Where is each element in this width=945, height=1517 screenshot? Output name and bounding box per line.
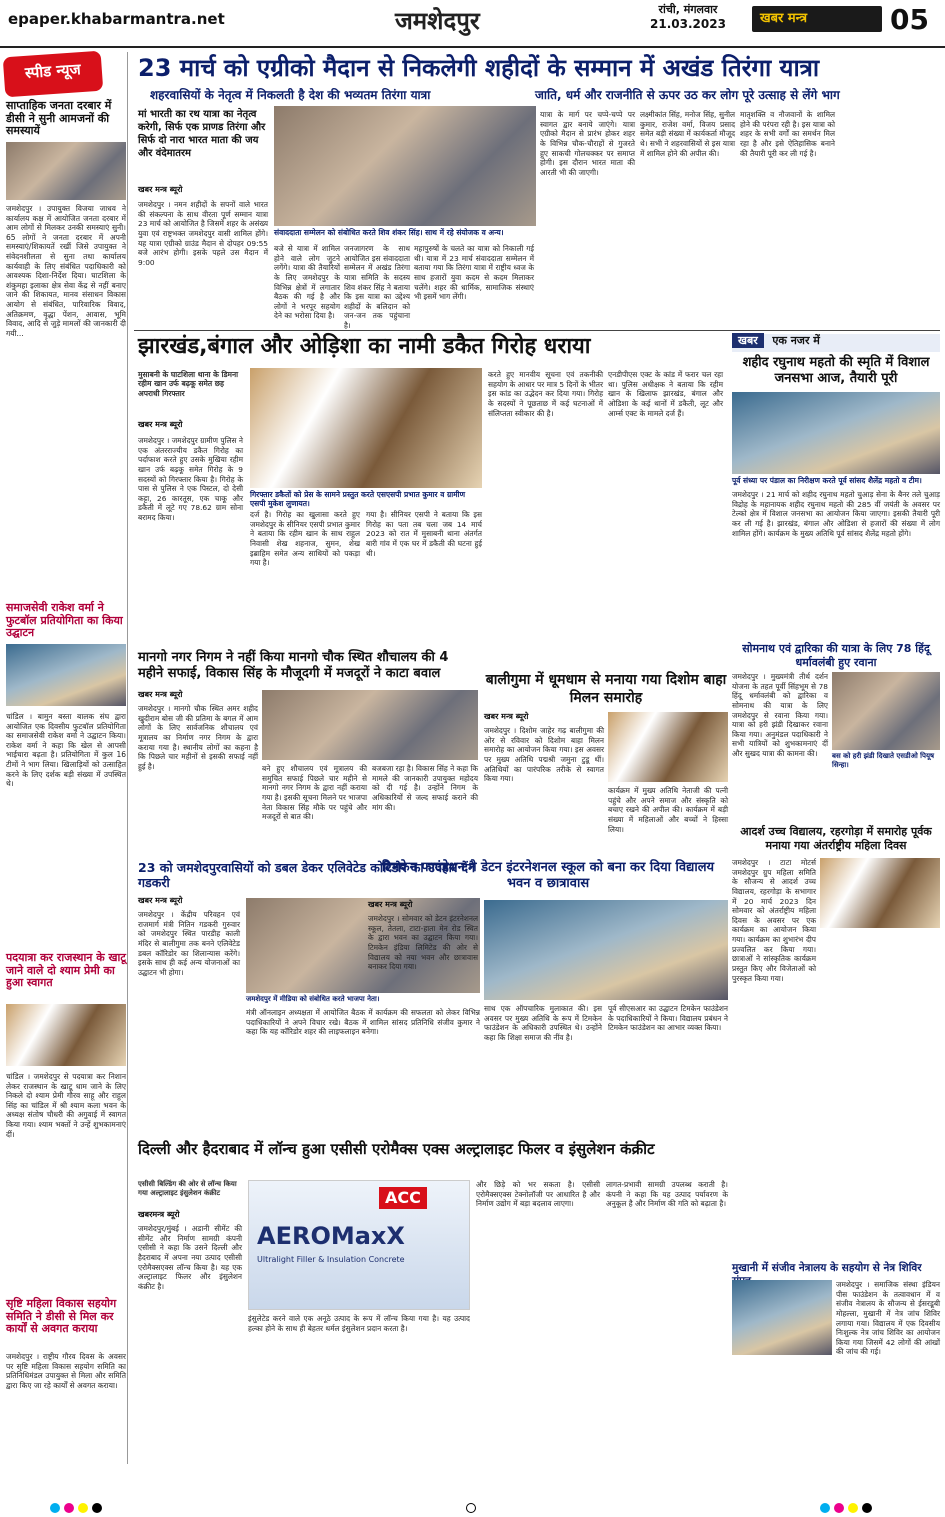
mango-col-1: जमशेदपुर । मानगो चौक स्थित अमर शहीद खुदीराम बोस जी की प्रतिमा के बगल में आम लोगों के लिए सार्वजनिक शौचालय एवं मूत्रालय का निर्माण नगर निगम के द्वारा कराया गया है। स्थानीय लोगों का कहना है कि पिछले चार महीनों से इसकी सफाई नहीं हुई है।	[138, 704, 258, 771]
gadkari-col-1: जमशेदपुर । केंद्रीय परिवहन एवं राजमार्ग मंत्री नितिन गडकरी गुरुवार को जमशेदपुर स्थित पारडीह काली मंदिर से बालीगुमा तक बनने एलिवेटेड डबल कॉरिडोर का शिलान्यास करेंगे। इसके साथ ही कई अन्य योजनाओं का उद्घाटन भी होगा।	[138, 910, 240, 977]
side-story-2-photo	[6, 644, 126, 706]
edition-date: 21.03.2023	[650, 17, 726, 31]
mango-byline: खबर मन्त्र ब्यूरो	[138, 690, 183, 699]
somnath-caption: बस को हरी झंडी दिखाते एसडीओ पियूष सिन्हा।	[832, 752, 935, 769]
speed-news-column	[4, 52, 128, 1464]
timken-col-2: साथ एक ऑपचारिक मुलाकात की। इस अवसर पर मुख्य अतिथि के रूप में टिमकेन फाउंडेशन के अधिकारी उपस्थित थे। उन्होंने कहा कि शिक्षा समाज की नींव है।	[484, 1004, 602, 1042]
lead-col-4: यात्रा के मार्ग पर चप्पे-चप्पे पर स्वागत द्वार बनाये जाएंगे। यात्रा एग्रीको मैदान से प्रारंभ होकर शहर के विभिन्न चौक-चौराहों से गुजरते हुए साकची गोलचक्कर पर समाप्त होगी। इस दौरान भारत माता की आरती भी की जाएगी।	[540, 110, 635, 177]
black-mark	[92, 1503, 102, 1513]
dacoit-photo-caption: गिरफ्तार डकैतों को प्रेस के सामने प्रस्तुत करते एसएसपी प्रभात कुमार व ग्रामीण एसपी मुकेश लुणायत।	[250, 490, 466, 509]
side-story-4-title: सृष्टि महिला विकास सहयोग समिति ने डीसी से मिल कर कार्यों से अवगत कराया	[6, 1297, 117, 1336]
side-story-1-title: साप्ताहिक जनता दरबार में डीसी ने सुनी आमजनों की समस्यायें	[6, 99, 112, 138]
timken-headline: टिमकेन फाउंडेशन ने डेटन इंटरनेशनल स्कूल को बना कर दिया विद्यालय भवन व छात्रावास	[381, 860, 715, 892]
womens-day-text: जमशेदपुर । टाटा मोटर्स जमशेदपुर ग्रुप महिला समिति के सौजन्य से आदर्श उच्च विद्यालय, रहरगोड़ा के सभागार में 20 मार्च 2023 दिन सोमवार को अंतर्राष्ट्रीय महिला दिवस के अवसर पर एक कार्यक्रम का आयोजन किया गया। कार्यक्रम का शुभारंभ दीप प्रज्वलित कर किया गया। छात्राओं ने सांस्कृतिक कार्यक्रम प्रस्तुत किए और विजेताओं को पुरस्कृत किया गया।	[732, 858, 816, 983]
acc-product-image	[248, 1180, 470, 1310]
side-story-1-text: जमशेदपुर । उपायुक्त विजया जाधव ने कार्यालय कक्ष में आयोजित जनता दरबार में आम लोगों से मिलकर उनकी समस्याएं सुनी। 65 लोगों ने जनता दरबार में अपनी समस्याएं/शिकायतें रखीं जिसे उपायुक्त ने संवेदनशीलता से सुना तथा कार्यालय कार्यवाही के लिए संबंधित पदाधिकारी को आवश्यक दिशा-निर्देश दिया। घाटशिला के शंकुमहा इलाका क्षेत्र सेवा केंद्र से नहीं बनाए जाने की शिकायत, मानव संसाधन विकास आयोग से संबंधित, पारिवारिक विवाद, अतिक्रमण, वृद्धा पेंशन, आवास, भूमि विवाद, आदि से जुड़े मामलों की जानकारी दी गयी...	[6, 204, 126, 338]
yellow-mark	[78, 1503, 88, 1513]
lead-col-5: लक्ष्मीकांत सिंह, मनोज सिंह, सुनील कुमार, राजेश वर्मा, विजय प्रसाद समेत बड़ी संख्या में कार्यकर्ता मौजूद थे। सभी ने शहरवासियों से इस यात्रा में शामिल होने की अपील की।	[640, 110, 735, 158]
mango-col-2: बने हुए शौचालय एवं मूत्रालय की समुचित सफाई पिछले चार महीने से मानगो नगर निगम के द्वारा नहीं कराया गया है। इसकी सूचना मिलने पर भाजपा नेता विकास सिंह मौके पर पहुंचे और मजदूरों से बात की।	[262, 764, 367, 822]
side-story-3-photo	[6, 1004, 126, 1066]
dacoit-bullets: मुसाबनी के घाटशिला थाना के डिमना रहीम खान उर्फ बढ़कू समेत छह अपराधी गिरफ्तार	[138, 370, 239, 398]
black-mark-right	[862, 1503, 872, 1513]
lead-quote: मां भारती का रथ यात्रा का नेतृत्व करेगी, सिर्फ एक प्राणड तिरंगा और सिर्फ दो नारा भारत माता की जय और वंदेमातरम	[138, 109, 266, 159]
gadkari-byline: खबर मन्त्र ब्यूरो	[138, 896, 183, 905]
lead-photo	[274, 106, 536, 226]
raghunath-caption: पूर्व संध्या पर पंडाल का निरीक्षण करते पूर्व सांसद शैलेंद्र महतो व टीम।	[732, 476, 922, 485]
acc-logo: ACC	[379, 1187, 427, 1209]
dacoit-col-2: दर्ज है। गिरोह का खुलासा करते हुए जमशेदपुर के सीनियर एसपी प्रभात कुमार ने बताया कि रहीम खान के साथ राहुल निवासी शेख शहनाज, सुमन, शेख इब्राहिम समेत अन्य साथियों को पकड़ा गया है।	[250, 510, 360, 568]
dacoit-byline: खबर मन्त्र ब्यूरो	[138, 420, 183, 429]
lead-col-1: जमशेदपुर । नमन शहीदों के सपनों वाले भारत की संकल्पना के साथ वीरता पूर्ण सम्मान यात्रा 23 मार्च को आयोजित है जिसमें शहर के असंख्य युवा एवं राष्ट्रभक्त जमशेदपुर वासी शामिल होंगे। यह यात्रा एग्रीको ग्राउंड मैदान से दोपहर 09:55 बजे आरंभ होगी। इसके पहले उस मैदान में 9:00	[138, 200, 268, 267]
acc-product-name: AEROMaxX	[257, 1222, 405, 1250]
lead-subhead-1: शहरवासियों के नेतृत्व में निकलती है देश की भव्यतम तिरंगा यात्रा	[150, 88, 431, 102]
womens-day-headline: आदर्श उच्च विद्यालय, रहरगोड़ा में समारोह पूर्वक मनाया गया अंतर्राष्ट्रीय महिला दिवस	[740, 825, 932, 852]
lead-headline: 23 मार्च को एग्रीको मैदान से निकलेगी शहीदों के सम्मान में अखंड तिरंगा यात्रा	[138, 54, 820, 82]
brand-logo: खबर मन्त्र	[752, 6, 882, 32]
magenta-mark	[64, 1503, 74, 1513]
dacoit-headline: झारखंड,बंगाल और ओड़िशा का नामी डकैत गिरोह धराया	[138, 334, 591, 359]
registration-marks	[0, 1500, 945, 1517]
cyan-mark	[50, 1503, 60, 1513]
speed-news-badge: स्पीड न्यूज	[3, 51, 104, 98]
timken-col-3: पूर्व सीएसआर का उद्घाटन टिमकेन फाउंडेशन के पदाधिकारियों ने किया। विद्यालय प्रबंधन ने टिमकेन फाउंडेशन का आभार व्यक्त किया।	[608, 1004, 728, 1033]
divider	[134, 330, 940, 331]
lead-col-6: मातृशक्ति व नौजवानों के शामिल होने की परंपरा रही है। इस यात्रा को शहर के सभी वर्गों का समर्थन मिल रहा है और इसे ऐतिहासिक बनाने की तैयारी पूरी कर ली गई है।	[740, 110, 835, 158]
somnath-headline: सोमनाथ एवं द्वारिका की यात्रा के लिए 78 हिंदू धर्मावलंबी हुए रवाना	[742, 642, 930, 669]
acc-col-4: लागत-प्रभावी सामग्री उपलब्ध कराती है। कंपनी ने कहा कि यह उत्पाद पर्यावरण के अनुकूल है और निर्माण की गति को बढ़ाता है।	[606, 1180, 728, 1209]
baha-byline: खबर मन्त्र ब्यूरो	[484, 712, 529, 721]
womens-day-photo	[820, 858, 940, 928]
side-story-3-title: पदयात्रा कर राजस्थान के खाटू जाने वाले दो श्याम प्रेमी का हुआ स्वागत	[6, 951, 126, 990]
dacoit-col-3: गया है। सीनियर एसपी ने बताया कि इस गिरोह का पता तब चला जब 14 मार्च 2023 को रात में मुसाबनी थाना अंतर्गत बारी गांव में एक घर में डकैती की घटना हुई थी।	[366, 510, 482, 558]
acc-product-sub: Ultralight Filler & Insulation Concrete	[257, 1255, 405, 1264]
edition-place: रांची, मंगलवार	[658, 3, 718, 16]
somnath-photo	[832, 672, 940, 750]
timken-photo	[484, 900, 728, 1000]
lead-subhead-2: जाति, धर्म और राजनीति से ऊपर उठ कर लोग पूरे उत्साह से लेंगे भाग	[535, 88, 840, 102]
timken-byline: खबर मन्त्र ब्यूरो	[368, 900, 413, 909]
acc-col-1: जमशेदपुर/मुंबई । अडानी सीमेंट की सीमेंट और निर्माण सामग्री कंपनी एसीसी ने कहा कि उसने दिल्ली और हैदराबाद में अपना नया उत्पाद एसीसी एरोमैक्सएक्स लॉन्च किया है। यह एक अल्ट्रालाइट फिलर और इंसुलेशन कंक्रीट है।	[138, 1224, 242, 1291]
side-story-4-text: जमशेदपुर । राष्ट्रीय गौरव दिवस के अवसर पर सृष्टि महिला विकास सहयोग समिति का प्रतिनिधिमंडल उपायुक्त से मिला और समिति द्वारा किए जा रहे कार्यों से अवगत कराया।	[6, 1352, 126, 1390]
raghunath-photo	[732, 392, 940, 474]
eye-camp-photo	[732, 1280, 832, 1355]
lead-photo-caption: संवाददाता सम्मेलन को संबोधित करते शिव शंकर सिंह। साथ में रहे संयोजक व अन्य।	[274, 228, 504, 237]
cyan-mark-right	[820, 1503, 830, 1513]
baha-headline: बालीगुमा में धूमधाम से मनाया गया दिशोम बाहा मिलन समारोह	[485, 672, 727, 706]
yellow-mark-right	[848, 1503, 858, 1513]
center-mark	[466, 1503, 476, 1513]
dacoit-col-4: करते हुए मानवीय सूचना एवं तकनीकी सहयोग के आधार पर मात्र 5 दिनों के भीतर इस कांड का उद्भेदन कर दिया गया। गिरोह के सदस्यों ने पूछताछ में कई घटनाओं में संलिप्तता स्वीकार की है।	[488, 370, 604, 418]
raghunath-text: जमशेदपुर । 21 मार्च को शहीद रघुनाथ महतो चुआड़ सेना के बैनर तले चुआड़ विद्रोह के महानायक शहीद रघुनाथ महतो की 285 वीं जयंती के अवसर पर टेल्को क्षेत्र में विशाल जनसभा का आयोजन किया जाएगा। इसकी तैयारी पूरी कर ली गई है। झारखंड, बंगाल और ओडिशा से हजारों की संख्या में लोग शामिल होंगे। कार्यक्रम के मुख्य अतिथि पूर्व सांसद शैलेंद्र महतो होंगे।	[732, 490, 940, 538]
side-story-3-text: चांडिल । जमशेदपुर से पदयात्रा कर निशान लेकर राजस्थान के खाटू धाम जाने के लिए निकले दो श्याम प्रेमी गौरव साहू और राहुल सिंह का चांडिल में श्री श्याम कला भवन के अध्यक्ष संतोष चौधरी की अगुवाई में स्वागत किया गया। श्याम भक्तों ने उन्हें शुभकामनाएं दीं।	[6, 1072, 126, 1139]
baha-col-1: जमशेदपुर । दिशोम जाहेर गढ़ बालीगुमा की ओर से रविवार को दिशोम बाहा मिलन समारोह का आयोजन किया गया। इस अवसर पर मुख्य अतिथि पद्मश्री जमुना टुडू थीं। अतिथियों का पारंपरिक तरीके से स्वागत किया गया।	[484, 726, 604, 784]
khabar-ek-nazar-bar	[732, 334, 940, 352]
khabar-tag: खबर	[732, 333, 764, 348]
somnath-text: जमशेदपुर । मुख्यमंत्री तीर्थ दर्शन योजना के तहत पूर्वी सिंहभूम से 78 हिंदू धर्मावलंबी को द्वारिका व सोमनाथ की यात्रा के लिए जमशेदपुर से रवाना किया गया। यात्रा को हरी झंडी दिखाकर रवाना किया गया। अनुमंडल पदाधिकारी ने सभी यात्रियों को शुभकामनाएं दीं और सुखद यात्रा की कामना की।	[732, 672, 828, 758]
acc-bullets: एसीसी बिल्डिंग की ओर से लॉन्च किया गया अल्ट्रालाइट इंसुलेशन कंक्रीट	[138, 1180, 237, 1197]
gadkari-caption: जमशेदपुर में मीडिया को संबोधित करते भाजपा नेता।	[246, 995, 380, 1003]
section-city: जमशेदपुर	[395, 7, 480, 35]
raghunath-headline: शहीद रघुनाथ महतो की स्मृति में विशाल जनसभा आज, तैयारी पूरी	[742, 355, 930, 387]
baha-photo	[608, 712, 728, 782]
gadkari-headline: 23 को जमशेदपुरवासियों को डबल डेकर एलिवेटेड कोरिडोर का उपहार देंगे गडकरी	[138, 860, 475, 890]
mango-col-3: बजबजा रहा है। विकास सिंह ने कहा कि मामले की जानकारी उपायुक्त महोदय को दी गई है। उन्होंने निगम के अधिकारियों से जल्द सफाई कराने की मांग की।	[372, 764, 479, 812]
dacoit-col-1: जमशेदपुर । जमशेदपुर ग्रामीण पुलिस ने एक अंतरराज्यीय डकैत गिरोह का पर्दाफाश करते हुए उसके मुखिया रहीम खान उर्फ बढ़कू समेत गिरोह के 9 सदस्यों को गिरफ्तार किया है। गिरोह के पास से पुलिस ने एक पिस्टल, दो देसी कट्टा, 26 कारतूस, एक चाकू और डकैती में लूटे गए 78.62 ग्राम सोना बरामद किया।	[138, 436, 243, 522]
page-number: 05	[890, 3, 929, 36]
lead-col-2: बजे से यात्रा में शामिल होने वाले लोग जुटने लगेंगे। यात्रा की तैयारियों के लिए जमशेदपुर के विभिन्न क्षेत्रों में लगातार बैठक की गई है और लोगों ने भरपूर सहयोग देने का भरोसा दिया है।	[274, 244, 340, 321]
acc-col-3: और छिड़े को भर सकता है। एसीसी एरोमैक्सएक्स टेक्नोलॉजी पर आधारित है और निर्माण उद्योग में बड़ा बदलाव लाएगा।	[476, 1180, 600, 1209]
acc-headline: दिल्ली और हैदराबाद में लॉन्च हुआ एसीसी एरोमैक्स एक्स अल्ट्रालाइट फिलर व इंसुलेशन कंक्रीट	[138, 1140, 655, 1158]
acc-byline: खबरमन्त्र ब्यूरो	[138, 1210, 180, 1219]
mango-headline: मानगो नगर निगम ने नहीं किया मानगो चौक स्थित शौचालय की 4 महीने सफाई, विकास सिंह के मौजूदगी में मजदूरों ने काटा बवाल	[138, 650, 449, 681]
dacoit-photo	[250, 368, 482, 488]
mango-photo	[262, 690, 478, 760]
lead-col-3: जनजागरण के साथ आयोजित इस संवाददाता सम्मेलन में अखंड तिरंगा यात्रा समिति के सदस्य शिव शंकर सिंह ने बताया कि इस यात्रा का उद्देश्य शहीदों के बलिदान को जन-जन तक पहुंचाना है।	[344, 244, 410, 330]
dacoit-col-5: एनडीपीएस एक्ट के कांड में फरार चल रहा था। पुलिस अधीक्षक ने बताया कि रहीम खान के खिलाफ झारखंड, बंगाल और ओडिशा के कई थानों में डकैती, लूट और आर्म्स एक्ट के मामले दर्ज हैं।	[608, 370, 723, 418]
side-story-1-photo	[6, 142, 126, 200]
masthead	[0, 0, 945, 48]
gadkari-col-2: मंत्री ऑनलाइन अध्यक्षता में आयोजित बैठक में कार्यक्रम की सफलता को लेकर विभिन्न पदाधिकारियों ने अपने विचार रखे। बैठक में शामिल सांसद प्रतिनिधि संजीव कुमार ने कहा कि यह कॉरिडोर शहर की लाइफलाइन बनेगा।	[246, 1008, 480, 1037]
lead-byline: खबर मन्त्र ब्यूरो	[138, 185, 183, 194]
side-story-2-title: समाजसेवी राकेश वर्मा ने फुटबॉल प्रतियोगिता का किया उद्घाटन	[6, 601, 123, 640]
side-story-2-text: चांडिल । बामुन बस्ता बालक संघ द्वारा आयोजित एक दिवसीय फुटबॉल प्रतियोगिता का समाजसेवी राकेश वर्मा ने उद्घाटन किया। राकेश वर्मा ने कहा कि खेल से आपसी भाईचारा बढ़ता है। प्रतियोगिता में कुल 16 टीमों ने भाग लिया। खिलाड़ियों को उत्साहित करने के लिए दर्शक बड़ी संख्या में उपस्थित थे।	[6, 712, 126, 789]
ek-nazar-label: एक नजर में	[772, 334, 820, 347]
magenta-mark-right	[834, 1503, 844, 1513]
acc-col-2: इंसुलेटेड करने वाले एक अनूठे उत्पाद के रूप में लॉन्च किया गया है। यह उत्पाद हल्का होने के साथ ही बेहतर थर्मल इंसुलेशन प्रदान करता है।	[248, 1314, 470, 1333]
eye-camp-text: जमशेदपुर । समाजिक संस्था इंडियन पीस फाउंडेशन के तत्वावधान में व संजीव नेत्रालय के सौजन्य से ईसरडूबी मोहल्ला, मुखानी में नेत्र जांच शिविर लगाया गया। विद्यालय में एक दिवसीय निःशुल्क नेत्र जांच शिविर का आयोजन किया गया जिसमें 42 लोगों की आंखों की जांच की गई।	[836, 1280, 940, 1357]
epaper-url[interactable]: epaper.khabarmantra.net	[8, 10, 225, 28]
eye-camp-headline: मुखानी में संजीव नेत्रालय के सहयोग से नेत्र शिविर	[732, 1262, 922, 1274]
lead-col-3b: महापुरुषों के चलते का यात्रा को निकाली गई थी। यात्रा में 23 मार्च संवाददाता सम्मेलन में बताया गया कि तिरंगा यात्रा में राष्ट्रीय ध्वज के साथ हजारों युवा कदम से कदम मिलाकर चलेंगे। शहर की धार्मिक, सामाजिक संस्थाएं भी इसमें भाग लेंगी।	[414, 244, 534, 302]
timken-col-1: जमशेदपुर । सोमवार को डेटन इंटरनेशनल स्कूल, तेतला, टाटा-हाता मेन रोड स्थित के द्वारा भवन का उद्घाटन किया गया। टिमकेन इंडिया लिमिटेड की ओर से विद्यालय को नया भवन और छात्रावास बनाकर दिया गया।	[368, 914, 478, 972]
baha-col-2: कार्यक्रम में मुख्य अतिथि नेताजी की पत्नी पहुंचे और अपने समाज और संस्कृति को बचाए रखने की अपील की। कार्यक्रम में बड़ी संख्या में महिलाओं और बच्चों ने हिस्सा लिया।	[608, 786, 728, 834]
